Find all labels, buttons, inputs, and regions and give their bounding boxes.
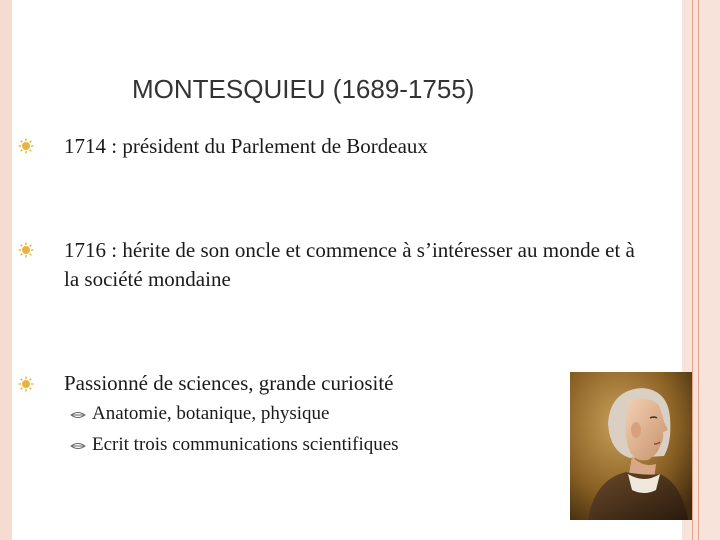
slide-title: MONTESQUIEU (1689-1755) <box>132 74 475 104</box>
right-decorative-line-inner <box>698 0 699 540</box>
right-decorative-line <box>692 0 693 540</box>
bullet-text: Passionné de sciences, grande curiosité <box>64 371 394 395</box>
bullet-text: 1716 : hérite de son oncle et commence à s’intéresser au monde et à la société mondaine <box>64 238 635 291</box>
left-decorative-band <box>0 0 12 540</box>
arrow-bullet-icon <box>70 408 86 420</box>
bullet-text: 1714 : président du Parlement de Bordeaux <box>64 134 428 158</box>
arrow-bullet-icon <box>70 439 86 451</box>
sub-bullet-text: Anatomie, botanique, physique <box>92 403 330 424</box>
sun-bullet-icon <box>18 376 34 392</box>
portrait-image <box>570 372 692 520</box>
sun-bullet-icon <box>18 242 34 258</box>
sub-bullet-text: Ecrit trois communications scientifiques <box>92 434 399 455</box>
sun-bullet-icon <box>18 138 34 154</box>
